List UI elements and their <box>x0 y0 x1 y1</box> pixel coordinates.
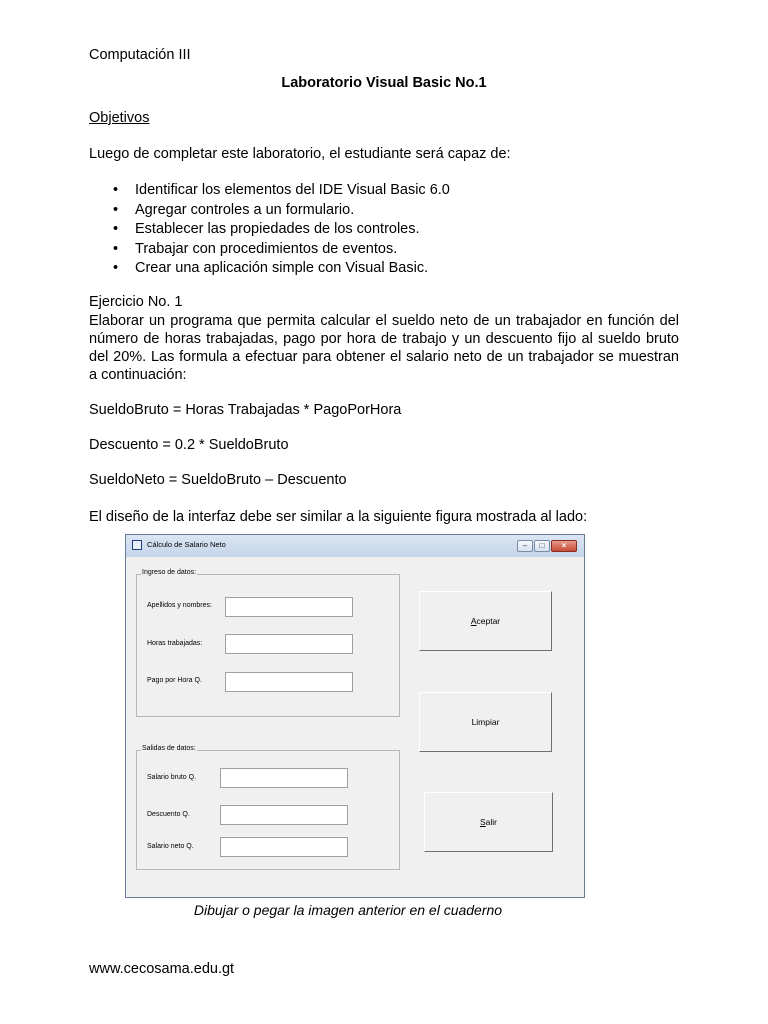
footer-url: www.cecosama.edu.gt <box>89 961 235 977</box>
output-frame-label: Salidas de datos: <box>142 745 196 752</box>
form-client-area <box>130 557 580 893</box>
field-label-hours: Horas trabajadas: <box>147 640 203 647</box>
objectives-intro: Luego de completar este laboratorio, el estudiante será capaz de: <box>89 146 511 162</box>
window-title: Cálculo de Salario Neto <box>147 540 226 549</box>
bullet-icon: • <box>113 240 119 257</box>
document-title: Laboratorio Visual Basic No.1 <box>281 75 487 91</box>
exercise-title: Ejercicio No. 1 <box>89 294 183 310</box>
output-frame <box>136 745 400 870</box>
limpiar-button[interactable]: Limpiar <box>419 692 552 752</box>
maximize-button[interactable]: □ <box>534 540 550 552</box>
field-label-net: Salario neto Q. <box>147 843 194 850</box>
formula-gross-salary: SueldoBruto = Horas Trabajadas * PagoPorHora <box>89 402 402 418</box>
rate-input[interactable] <box>225 672 353 692</box>
bullet-icon: • <box>113 182 119 198</box>
figure-caption: Dibujar o pegar la imagen anterior en el cuaderno <box>193 902 503 918</box>
vb-form-window <box>125 534 585 898</box>
field-label-names: Apellidos y nombres: <box>147 602 212 609</box>
objective-item: • Identificar los elementos del IDE Visual Basic 6.0 <box>89 181 450 201</box>
close-button[interactable]: × <box>551 540 577 552</box>
aceptar-button[interactable]: A ceptar <box>419 591 552 651</box>
objective-item: • Agregar controles a un formulario. <box>89 201 450 221</box>
objective-item: • Trabajar con procedimientos de eventos. <box>89 240 450 260</box>
course-name: Computación III <box>89 47 191 63</box>
net-output[interactable] <box>220 837 348 857</box>
objective-item: • Crear una aplicación simple con Visual Basic. <box>89 259 450 279</box>
objective-item: • Establecer las propiedades de los controles. <box>89 220 450 240</box>
minimize-button[interactable]: – <box>517 540 533 552</box>
objectives-heading: Objetivos <box>89 110 150 126</box>
bullet-icon: • <box>113 221 119 237</box>
discount-output[interactable] <box>220 805 348 825</box>
field-label-discount: Descuento Q. <box>147 811 190 818</box>
names-input[interactable] <box>225 597 353 617</box>
field-label-rate: Pago por Hora Q. <box>147 677 202 684</box>
formula-net-salary: SueldoNeto = SueldoBruto – Descuento <box>89 472 347 488</box>
hours-input[interactable] <box>225 634 353 654</box>
design-note: El diseño de la interfaz debe ser similar a la siguiente figura mostrada al lado: <box>89 509 588 525</box>
formula-discount: Descuento = 0.2 * SueldoBruto <box>89 437 289 453</box>
exercise-body: Elaborar un programa que permita calcular el sueldo neto de un trabajador en función del número de horas trabajadas, pago por hora de trabajo y un descuento fijo al sueldo bruto del 20%. Las formula a efectuar para obtener el salario neto de un trabajador se muestran a continuación: <box>89 313 679 383</box>
gross-output[interactable] <box>220 768 348 788</box>
window-titlebar <box>126 535 584 557</box>
objectives-list <box>89 181 450 279</box>
input-frame <box>136 569 400 717</box>
field-label-gross: Salario bruto Q. <box>147 774 197 781</box>
bullet-icon: • <box>113 260 119 276</box>
salir-button[interactable]: S alir <box>424 792 553 852</box>
bullet-icon: • <box>113 201 119 218</box>
app-icon <box>132 540 142 550</box>
input-frame-label: Ingreso de datos: <box>142 569 197 576</box>
